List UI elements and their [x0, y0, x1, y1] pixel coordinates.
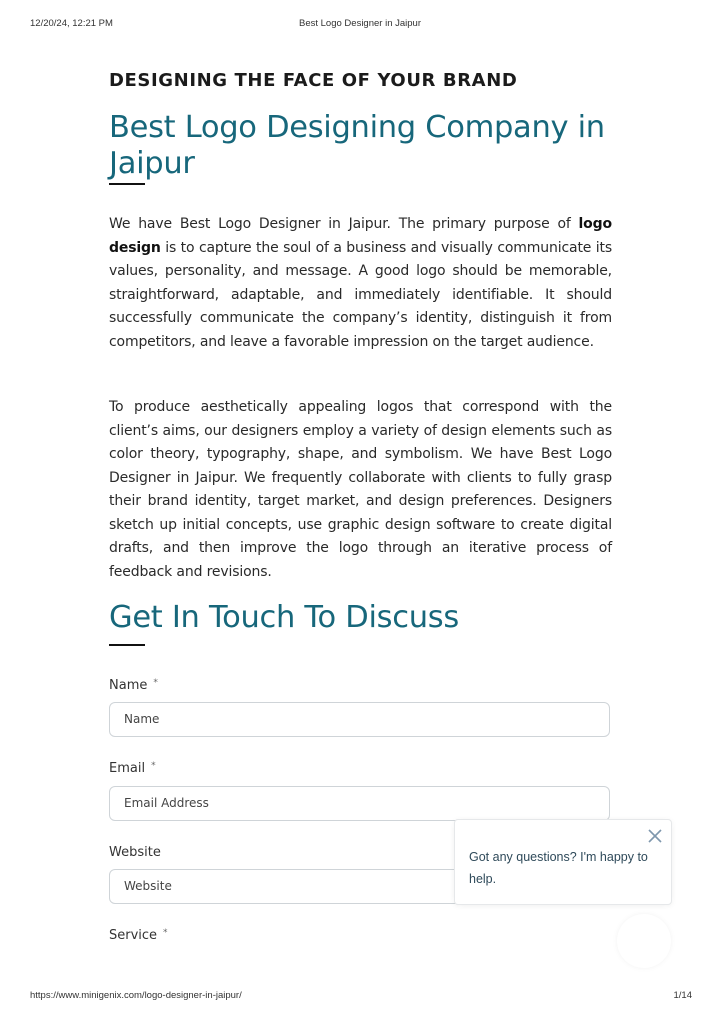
required-mark: * [163, 928, 168, 938]
chat-popup [454, 819, 672, 905]
close-icon[interactable] [647, 828, 663, 844]
intro-text-start: We have Best Logo Designer in Jaipur. The primary purpose of [109, 216, 579, 232]
page-title [109, 110, 619, 182]
chat-message: Got any questions? I'm happy to help. [469, 850, 648, 886]
name-input[interactable] [109, 702, 610, 737]
website-placeholder: Website [124, 879, 172, 893]
process-paragraph: To produce aesthetically appealing logos that correspond with the client’s aims, our designers employ a variety of design elements such as color theory, typography, shape, and symbolism. We have Best Logo Designer in Jaipur. We frequently collaborate with clients to fully grasp their brand identity, target market, and design preferences. Designers sketch up initial concepts, use graphic design software to create digital drafts, and then improve the logo through an iterative process of feedback and revisions. [109, 399, 612, 580]
print-page-number: 1/14 [673, 990, 692, 1001]
print-datetime: 12/20/24, 12:21 PM [30, 18, 113, 29]
intro-paragraph [109, 213, 612, 354]
email-placeholder: Email Address [124, 796, 209, 810]
logo-design-link[interactable]: logo design [109, 216, 612, 256]
name-label: Name * [109, 678, 158, 693]
name-placeholder: Name [124, 712, 160, 726]
service-label: Service * [109, 928, 168, 943]
email-input[interactable] [109, 786, 610, 821]
website-label: Website [109, 845, 161, 860]
required-mark: * [151, 761, 156, 771]
required-mark: * [153, 678, 158, 688]
print-url: https://www.minigenix.com/logo-designer-in-jaipur/ [30, 990, 242, 1001]
page-title-line2: Jaipur [109, 146, 195, 181]
contact-underline [109, 644, 145, 646]
title-underline [109, 183, 145, 185]
print-page-title: Best Logo Designer in Jaipur [299, 18, 421, 29]
email-label: Email * [109, 761, 156, 776]
section-kicker: DESIGNING THE FACE OF YOUR BRAND [109, 70, 518, 91]
intro-text-end: is to capture the soul of a business and visually communicate its values, personality, and message. A good logo should be memorable, straightforward, adaptable, and immediately identifiable. It should successfully communicate the company’s identity, distinguish it from competitors, and leave a favorable impression on the target audience. [109, 239, 612, 350]
chat-launcher-button[interactable] [617, 914, 671, 968]
contact-heading: Get In Touch To Discuss [109, 600, 459, 635]
page-title-line1: Best Logo Designing Company in [109, 110, 605, 145]
